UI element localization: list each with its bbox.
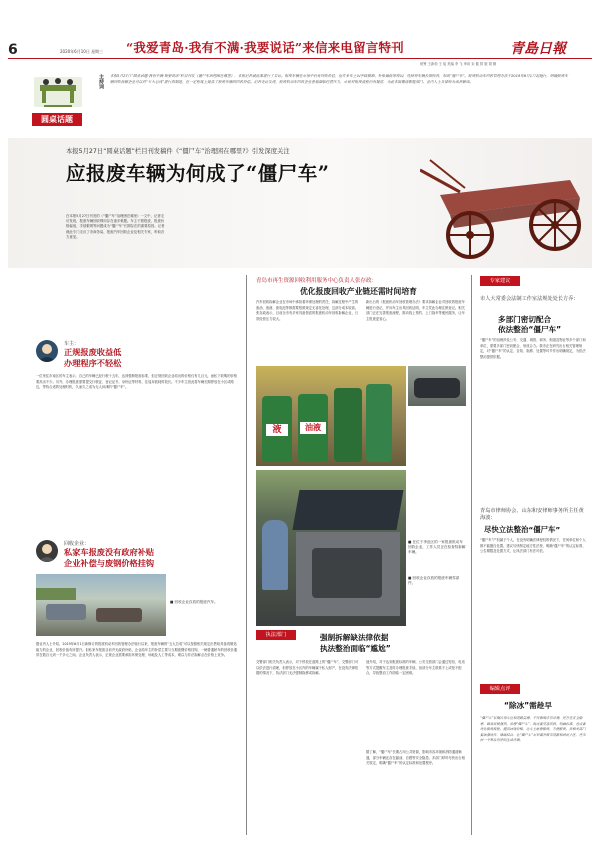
car-owner-avatar xyxy=(36,340,58,362)
scrap-cars-caption: ■ 回收企业存放的报废汽车。 xyxy=(170,600,218,604)
expert-1-headline-2: 依法整治“僵尸车” xyxy=(498,325,562,334)
expert-section-label: 专家建议 xyxy=(480,276,520,286)
barrel-2-label: 油液 xyxy=(300,422,326,434)
car-owner-text: 一位家住市南区的车主表示，自己的车辆已经行驶十五年，达到强制报废标准，但正规回收企业给出的价格仅有几百元，而私下收购的价格要高出不少。另外，办理报废需要提交行驶证、登记证书、身份证等材料，往返奔波耗时较长。不少车主因此将车辆长期停放在小区或路边，等待合适的处理时机，久而久之成为无人问津的“僵尸车”。 xyxy=(36,374,238,389)
center-text-2: 新出台的《报废机动车回收管理办法》要求拆解企业对回收的报废车辆进行登记，并向车主出具回收证明，车主凭此办理注销登记。相关部门正在完善报废流程，推动线上预约、上门拖车等便民服务，让车主报废更省心。 xyxy=(366,300,465,321)
barrel-4 xyxy=(366,384,392,462)
center-caption-2: ■ 回收企业存放的报废车辆零部件。 xyxy=(408,576,460,585)
law-text-3: 据了解，“僵尸车”长期占用公共资源，影响市容环境和消防通道畅通，部分车辆还存在漏油、自燃等安全隐患。多部门呼吁尽快出台相关规定，明确“僵尸车”的认定标准和处置程序。 xyxy=(366,750,465,765)
center-section-label: 青岛市再生资源回收利用服务中心负责人张存政： xyxy=(256,278,378,284)
person-icon xyxy=(36,540,58,562)
law-text-2: 他介绍，对于达到报废标准的车辆，公安交管部门会通过短信、电话等方式提醒车主及时办理报废手续，但部分车主联系不上或拒不配合，导致整治工作面临一定困难。 xyxy=(366,660,465,675)
newspaper-logo: 青島日報 xyxy=(510,41,566,57)
editor-credits: 统筹 王新勃 王 瑶 美编 李 飞 审读 宋 健 排 版 胡 勤 xyxy=(420,62,497,66)
oil-barrels-photo xyxy=(256,366,406,466)
intro-text: 在本报5月27日刊发的《“僵尸车”治理困在哪里》一文中，记者走访发现，报废车辆回收利用存在诸多难题。车主不愿报废、报废价格偏低、手续繁琐等问题成为“僵尸车”长期存在的重要原因。记者就此专门走访了市商务局、报废汽车回收企业及相关专家，听取各方意见。 xyxy=(66,214,165,239)
recycler-text: 据业内人士介绍，2019年6月1日新修订的报废机动车回收管理办法施行以来，报废车辆的“五大总成”可以按照相关规定出售给具备再制造能力的企业，回收价值有所提升。但私家车报废目前并无政府补贴，企业给车主的补偿主要与当期废钢价格挂钩，一辆普通轿车的回收价通常在数百元到一千多元之间。企业负责人表示，正规企业需要承担环保处理、场地及人工等成本，难以与非法拆解点在价格上竞争。 xyxy=(36,642,238,657)
car-owner-headline-1: 正规报废收益低 xyxy=(64,347,122,357)
editor-note-label: 编辑点评 xyxy=(480,684,520,694)
recycler-role: 回收企业： xyxy=(64,541,90,547)
page-number: 6 xyxy=(8,42,18,58)
expert-2-intro: 青岛市律师协会、山东和安律师事务所主任黄海波： xyxy=(480,508,584,521)
barrel-3 xyxy=(334,388,362,462)
expert-1-intro: 市人大常委会法制工作室法规处处长方乔： xyxy=(480,296,579,302)
officer-figure xyxy=(262,520,288,590)
recycler-avatar xyxy=(36,540,58,562)
column-divider-left xyxy=(246,275,247,835)
special-issue-title: “我爱青岛·我有不满·我要说话”来信来电留言特刊 xyxy=(126,40,404,55)
round-table-badge: 圆桌话题 xyxy=(32,113,82,126)
car-owner-headline-2: 办理程序不轻松 xyxy=(64,358,122,368)
expert-1-headline-1: 多部门密切配合 xyxy=(498,315,552,324)
law-text-1: 交警部门相关负责人表示，对于停放在道路上的“僵尸车”，交警部门可以依法进行清理，但停放在小区内的车辆属于私人财产，在没有法律依据的情况下，执法部门无法强制拖移或拆解。 xyxy=(256,660,359,675)
expert-2-headline: 尽快立法整治“僵尸车” xyxy=(484,525,561,534)
host-label: 主持词 xyxy=(98,74,104,89)
person-icon xyxy=(36,340,58,362)
banner-headline: 应报废车辆为何成了“僵尸车” xyxy=(66,162,330,185)
rusted-cart-illustration xyxy=(420,140,595,270)
center-caption-1: ■ 在位于李沧区的一家报废机动车回收企业，工作人员正在检查待拆解车辆。 xyxy=(408,540,466,554)
header-rule xyxy=(8,58,592,59)
editor-note-text: “僵尸车”长期占用车位和道路资源，不仅影响市容环境，还存在安全隐患，群众反映强烈。治理“僵尸车”，既需要完善法规、明确标准，也需要优化报废流程、提高回收价格，让车主愿意报废、方便报废。各相关部门要加强协作，堵疏结合，让“僵尸车”尽早离开城市道路和居民小区，还市民一个整洁有序的生活环境。 xyxy=(480,716,586,742)
column-divider-right xyxy=(471,275,472,835)
expert-1-text: “僵尸车”的治理涉及公安、交通、城管、商务、街道及物业等多个部门和单位，需要多部门密切配合，形成合力。我市正在研究出台相关管理规定，对“僵尸车”的认定、告知、拖移、处置等环节作出明确规定，为依法整治提供依据。 xyxy=(480,338,586,359)
host-note-text: 本报5月27日“圆桌话题·我有不满·我要说话”栏目刊发《僵尸车治理困在哪里》，本报记者就此事进行了采访。报废车辆在市场中仍有回收价值，但许多车主因手续繁琐、补贴偏低等原因，选择将车辆长期停放，形成“僵尸车”。报废机动车回收管理办法于2019年6月1日起施行，明确报废车辆回收拆解企业可以对“五大总成”进行再制造，在一定程度上提高了报废车辆的回收价值。记者走访发现，报废机动车回收企业普遍面临经营压力，市民对报废流程仍有疑虑，为此本版邀请职能部门、业内人士及律师为读者解读。 xyxy=(110,74,568,84)
engine-inspection-photo xyxy=(256,470,406,626)
dark-car-photo xyxy=(408,366,466,406)
center-headline: 优化报废回收产业链还需时间培育 xyxy=(300,287,417,296)
page-date: 2020年6月10日 星期三 xyxy=(60,49,104,54)
barrel-1-label: 液 xyxy=(266,424,288,436)
recycler-headline-1: 私家车报废没有政府补贴 xyxy=(64,547,155,557)
center-text-1: 汽车回收拆解企业在市场中承担着环保处理的责任，拆解过程中产生的废油、废液、废电池等都需要按照规定无害化处理，这部分成本较高。张存政表示，目前全市有多家具备资质的报废机动车回收拆解企业，日常经营压力较大。 xyxy=(256,300,359,321)
car-owner-role: 车主： xyxy=(64,341,80,347)
law-section-label: 执法部门 xyxy=(256,630,296,640)
law-headline-2: 执法整治面临“尴尬” xyxy=(320,644,391,653)
law-headline-1: 强制拆解缺法律依据 xyxy=(320,633,389,642)
editor-note-title: “除冰”需趁早 xyxy=(504,701,552,710)
recycler-headline-2: 企业补偿与废钢价格挂钩 xyxy=(64,558,155,568)
scrap-cars-photo xyxy=(36,574,166,636)
expert-2-text: “僵尸车”产权属于个人，在没有明确法律授权的情况下，任何单位和个人都不能擅自处置。建议尽快制定地方性法规，明确“僵尸车”的认定标准、公告期限及处置方式，让执法部门有法可依。 xyxy=(480,538,586,553)
banner-kicker: 本报5月27日“圆桌话题”栏目刊发稿件《“僵尸车”治理困在哪里?》引发深度关注 xyxy=(66,148,290,155)
